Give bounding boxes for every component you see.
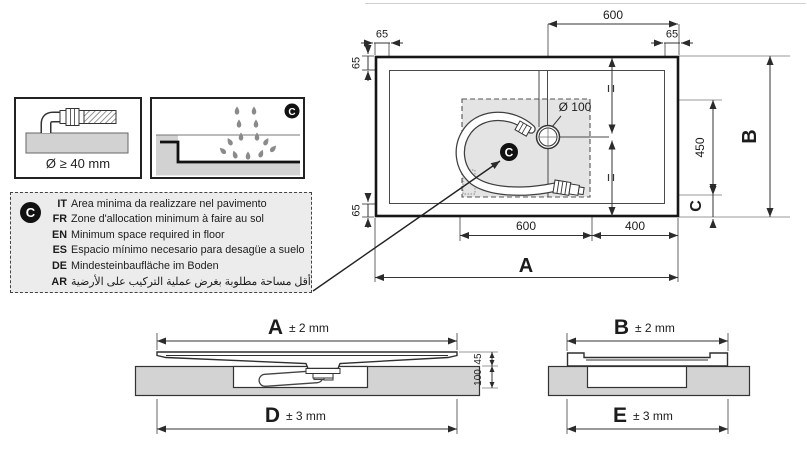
section-longitudinal — [136, 316, 499, 434]
dim-total-depth-b: B — [739, 129, 761, 144]
drain-pipe-drawing — [16, 99, 140, 157]
legend-lang: ES — [52, 244, 67, 257]
legend-lang: AR — [51, 275, 67, 288]
water-drops-icon — [218, 107, 278, 160]
section-d-letter: D — [264, 404, 280, 427]
drain-elbow-icon — [46, 109, 116, 134]
dim-recess-depth-100: 100 — [473, 369, 484, 386]
legend-row-en — [43, 229, 309, 244]
c-marker-icon — [285, 104, 300, 119]
drain-diameter-label: Ø 100 — [558, 100, 592, 114]
legend-row-it — [43, 198, 309, 213]
legend-text: Minimum space required in floor — [71, 228, 225, 241]
legend-text: أقل مساحة مطلوبة بغرض عملية التركيب على الأرضية — [71, 275, 311, 288]
dim-top-right-65: 65 — [665, 28, 679, 41]
dim-top-600: 600 — [602, 8, 624, 22]
plan-view — [351, 8, 791, 282]
legend-lang: FR — [52, 213, 67, 226]
dim-450: 450 — [693, 137, 707, 158]
dim-bottom-600: 600 — [515, 219, 537, 233]
floor-recess — [588, 367, 687, 388]
c-marker-letter: C — [288, 106, 296, 118]
c-marker-icon — [500, 143, 518, 161]
section-a-tolerance: ± 2 mm — [289, 321, 329, 335]
tray-profile — [568, 353, 728, 366]
section-a-letter: A — [267, 316, 283, 339]
section-b-tolerance: ± 2 mm — [635, 321, 675, 335]
section-e-letter: E — [612, 404, 627, 427]
floor-recess-panel — [150, 97, 305, 179]
floor-recess-drawing — [152, 99, 303, 177]
c-marker-letter: C — [504, 145, 514, 160]
legend-text: Espacio mínimo necesario para desagüe a suelo — [71, 244, 305, 257]
section-b-letter: B — [613, 316, 629, 339]
legend-text: Zone d'allocation minimum à faire au sol — [71, 213, 264, 226]
dim-edge-c: C — [688, 200, 705, 212]
legend-lang: EN — [52, 228, 67, 241]
dim-left-top-65: 65 — [350, 56, 363, 70]
section-transverse — [549, 316, 750, 434]
section-e-tolerance: ± 3 mm — [633, 409, 673, 423]
dim-total-width-a: A — [518, 255, 534, 277]
legend-lang: DE — [52, 259, 67, 272]
dim-tray-height-45: 45 — [473, 353, 484, 365]
drain-pipe-panel — [14, 97, 142, 179]
dim-top-left-65: 65 — [375, 28, 389, 41]
legend-row-ar — [43, 275, 309, 290]
drain-hole — [537, 126, 560, 149]
legend-row-de — [43, 260, 309, 275]
legend-text: Mindesteinbaufläche im Boden — [71, 259, 219, 272]
legend-lang: IT — [57, 198, 67, 210]
corrugated-hose-icon — [84, 111, 116, 124]
drain-outlet-icon — [313, 374, 333, 379]
drain-flange-icon — [306, 369, 340, 374]
legend-box — [10, 192, 312, 293]
floor-under-recess — [156, 162, 300, 176]
floor-slab — [26, 133, 128, 153]
pipe-diameter-label: Ø ≥ 40 mm — [45, 156, 111, 171]
section-d-tolerance: ± 3 mm — [286, 409, 326, 423]
legend-text: Area minima da realizzare nel pavimento — [71, 198, 267, 210]
dim-left-bottom-65: 65 — [350, 204, 363, 217]
dim-bottom-400: 400 — [624, 219, 646, 233]
c-marker-icon: C — [20, 202, 41, 223]
legend-row-fr — [43, 213, 309, 228]
legend-row-es — [43, 244, 309, 259]
legend-rows — [43, 198, 309, 290]
